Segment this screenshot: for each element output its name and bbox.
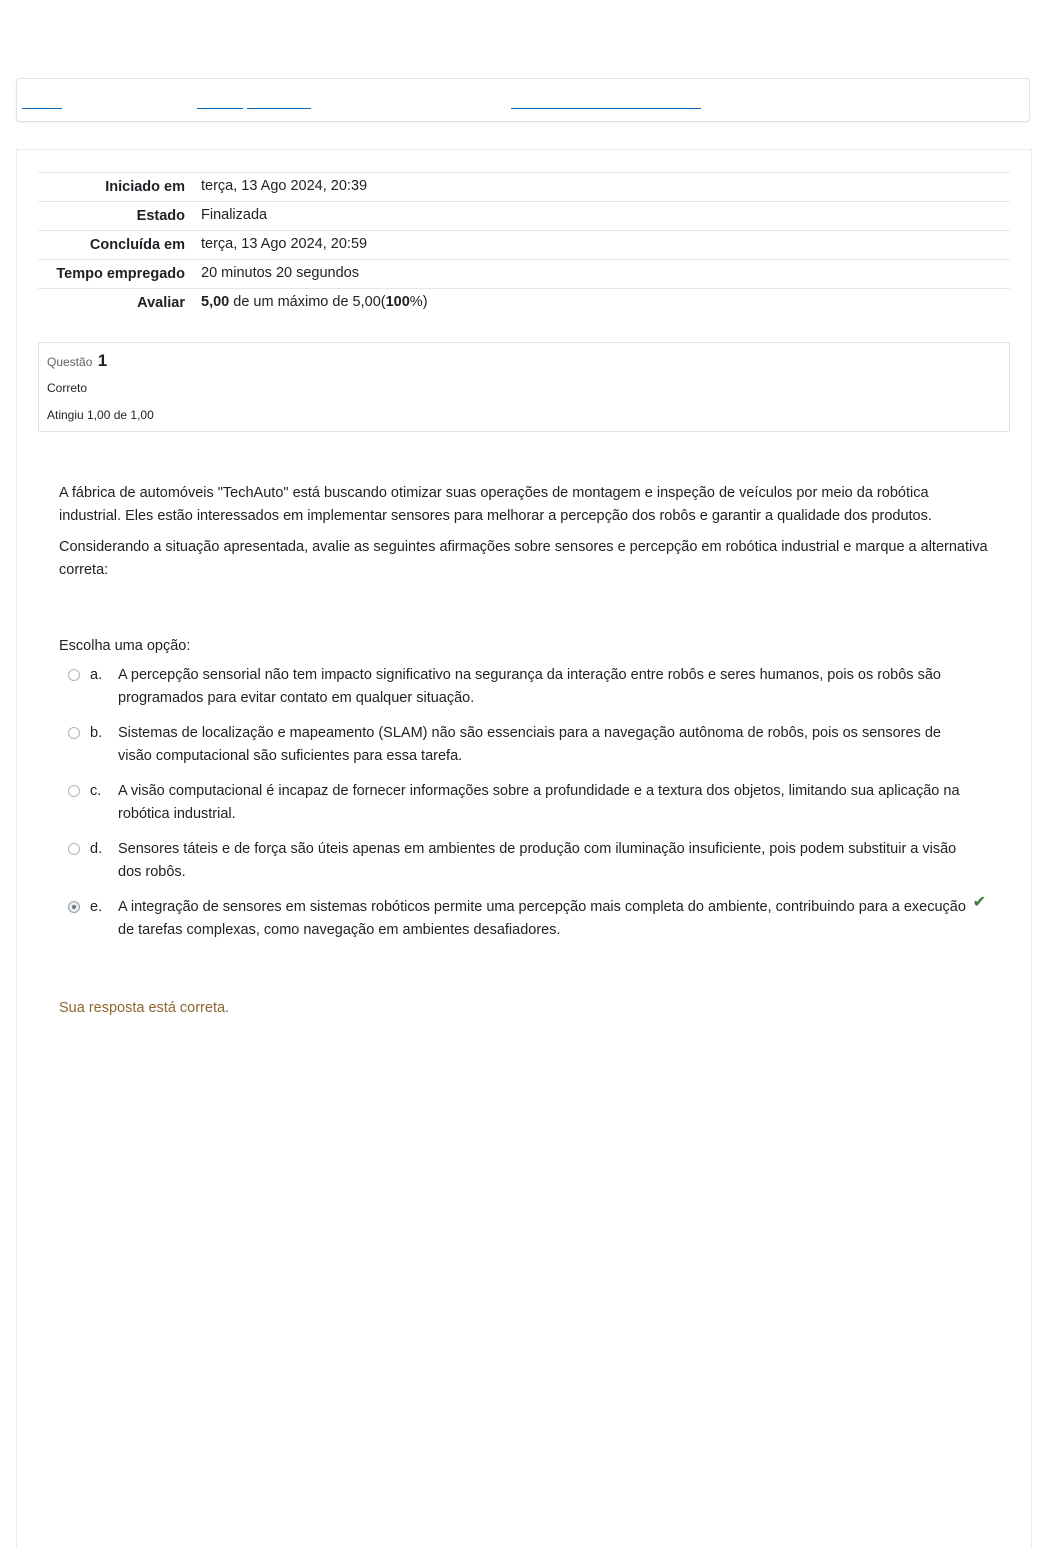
option-text: Sistemas de localização e mapeamento (SLAM) não são essenciais para a navegação autônoma de robôs, pois os sensores de visão computacional são suficientes para essa tarefa. (118, 725, 941, 764)
option-text: Sensores táteis e de força são úteis apenas em ambientes de produção com iluminação insuficiente, pois podem substituir a visão dos robôs. (118, 841, 957, 880)
question-text (59, 482, 994, 590)
option-a[interactable] (59, 664, 994, 710)
summary-value: terça, 13 Ago 2024, 20:59 (201, 236, 368, 252)
check-icon: ✔ (972, 894, 986, 911)
summary-value: Finalizada (201, 207, 268, 223)
nav-link-2[interactable] (197, 108, 243, 109)
radio-c[interactable] (68, 785, 80, 797)
question-info-box (38, 342, 1010, 432)
feedback-text: Sua resposta está correta. (59, 1000, 230, 1016)
option-text: A integração de sensores em sistemas robóticos permite uma percepção mais completa do ambiente, contribuindo para a execução de tarefas complexas, como navegação em ambientes desafiadores. (118, 899, 966, 938)
summary-row-time-taken (38, 260, 1010, 289)
summary-row-state (38, 202, 1010, 231)
summary-label: Iniciado em (105, 179, 185, 195)
question-number (47, 351, 107, 371)
option-letter: a. (90, 667, 103, 683)
choose-option-prompt: Escolha uma opção: (59, 638, 191, 654)
question-grade: Atingiu 1,00 de 1,00 (47, 408, 154, 422)
option-e[interactable] (59, 896, 994, 942)
grade-suffix: %) (409, 294, 428, 310)
option-text: A percepção sensorial não tem impacto significativo na segurança da interação entre robôs e seres humanos, pois os robôs são programados para evitar contato em qualquer situação. (118, 667, 941, 706)
option-d[interactable] (59, 838, 994, 884)
option-letter: c. (90, 783, 102, 799)
attempt-summary-table (38, 172, 1010, 317)
radio-a[interactable] (68, 669, 80, 681)
summary-value: terça, 13 Ago 2024, 20:39 (201, 178, 368, 194)
option-letter: d. (90, 841, 103, 857)
option-letter: e. (90, 899, 103, 915)
radio-d[interactable] (68, 843, 80, 855)
grade-value (193, 289, 1010, 318)
summary-value: 20 minutos 20 segundos (201, 265, 359, 281)
question-number-value: 1 (97, 351, 108, 370)
option-text: A visão computacional é incapaz de fornecer informações sobre a profundidade e a textura dos objetos, limitando sua aplicação na robótica industrial. (118, 783, 960, 822)
summary-row-completed (38, 231, 1010, 260)
summary-label: Concluída em (89, 237, 185, 253)
summary-row-grade (38, 289, 1010, 318)
radio-b[interactable] (68, 727, 80, 739)
question-paragraph-1: A fábrica de automóveis "TechAuto" está buscando otimizar suas operações de montagem e inspeção de veículos por meio da robótica industrial. Eles estão interessados em implementar sensores para melhorar a percepção dos robôs e garantir a qualidade dos produtos. (59, 485, 932, 524)
grade-score: 5,00 (201, 294, 230, 310)
summary-label: Estado (136, 208, 185, 224)
radio-e-selected[interactable] (68, 901, 80, 913)
question-prefix: Questão (47, 355, 93, 369)
answer-options (59, 664, 994, 954)
grade-percent: 100 (385, 294, 410, 310)
summary-row-started (38, 173, 1010, 202)
option-b[interactable] (59, 722, 994, 768)
summary-label: Avaliar (137, 295, 185, 311)
question-state: Correto (47, 381, 88, 395)
summary-label: Tempo empregado (56, 266, 185, 282)
option-letter: b. (90, 725, 103, 741)
question-paragraph-2: Considerando a situação apresentada, avalie as seguintes afirmações sobre sensores e percepção em robótica industrial e marque a alternativa correta: (59, 539, 988, 578)
quiz-navigation-bar (16, 78, 1030, 122)
nav-link-3[interactable] (247, 108, 311, 109)
option-c[interactable] (59, 780, 994, 826)
nav-link-4[interactable] (511, 108, 701, 109)
nav-link-1[interactable] (22, 108, 62, 109)
grade-middle: de um máximo de 5,00( (229, 294, 386, 310)
